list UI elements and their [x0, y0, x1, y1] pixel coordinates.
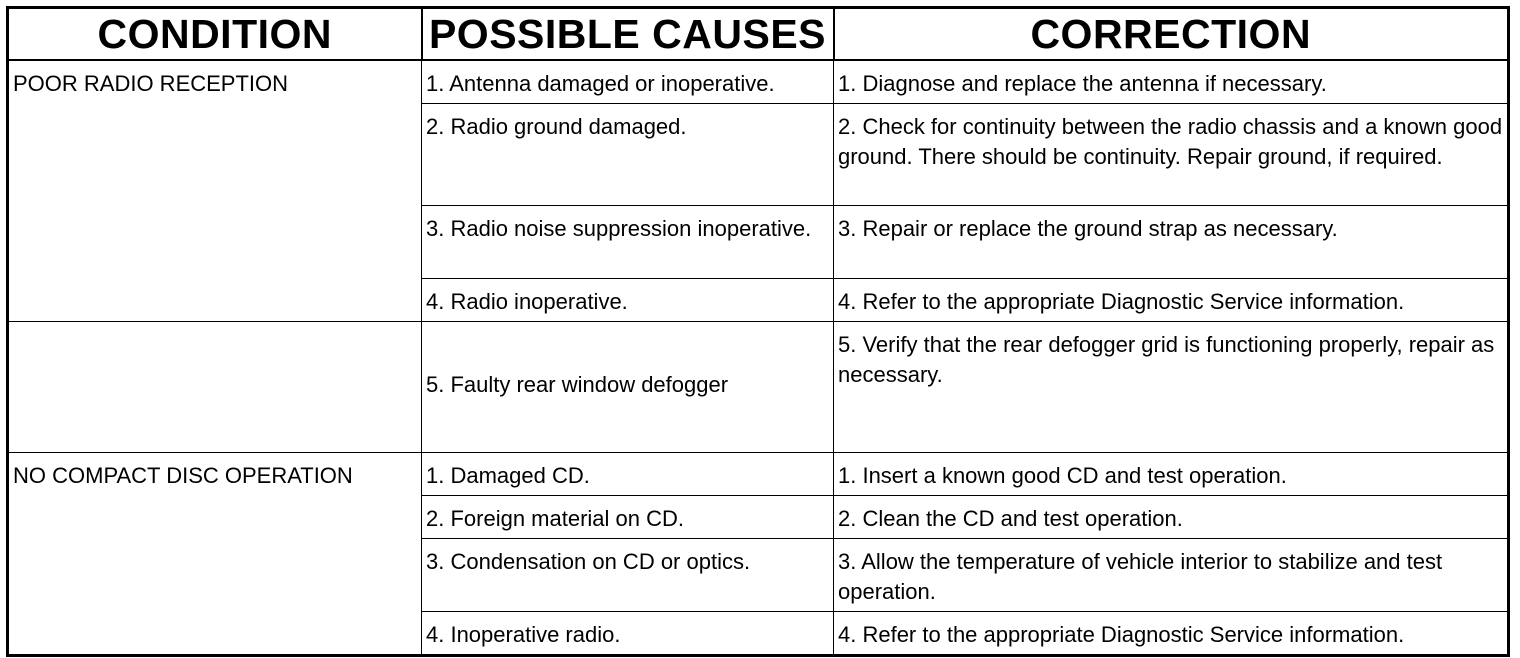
header-condition: CONDITION [8, 8, 422, 61]
cause-cell: 4. Inoperative radio. [422, 612, 834, 656]
correction-cell: 3. Allow the temperature of vehicle interior to stabilize and test operation. [834, 539, 1509, 612]
table-row [8, 453, 1509, 496]
correction-cell: 3. Repair or replace the ground strap as necessary. [834, 206, 1509, 279]
correction-cell: 2. Clean the CD and test operation. [834, 496, 1509, 539]
correction-cell: 5. Verify that the rear defogger grid is functioning properly, repair as necessary. [834, 322, 1509, 453]
correction-cell: 1. Diagnose and replace the antenna if necessary. [834, 60, 1509, 104]
cause-cell: 1. Damaged CD. [422, 453, 834, 496]
cause-cell: 4. Radio inoperative. [422, 279, 834, 322]
cause-cell: 2. Foreign material on CD. [422, 496, 834, 539]
condition-empty-cell [8, 322, 422, 453]
correction-cell: 4. Refer to the appropriate Diagnostic Service information. [834, 612, 1509, 656]
condition-no-compact-disc-operation: NO COMPACT DISC OPERATION [8, 453, 422, 656]
cause-cell: 2. Radio ground damaged. [422, 104, 834, 206]
header-correction: CORRECTION [834, 8, 1509, 61]
cause-cell: 1. Antenna damaged or inoperative. [422, 60, 834, 104]
table-header [8, 8, 1509, 61]
table-row [8, 60, 1509, 104]
header-row [8, 8, 1509, 61]
table-body [8, 60, 1509, 656]
table-row [8, 322, 1509, 453]
condition-poor-radio-reception: POOR RADIO RECEPTION [8, 60, 422, 322]
cause-cell: 3. Condensation on CD or optics. [422, 539, 834, 612]
correction-cell: 2. Check for continuity between the radio chassis and a known good ground. There should be continuity. Repair ground, if required. [834, 104, 1509, 206]
correction-cell: 1. Insert a known good CD and test operation. [834, 453, 1509, 496]
diagnosis-table [6, 6, 1510, 657]
cause-cell: 5. Faulty rear window defogger [422, 322, 834, 453]
header-possible-causes: POSSIBLE CAUSES [422, 8, 834, 61]
correction-cell: 4. Refer to the appropriate Diagnostic Service information. [834, 279, 1509, 322]
cause-cell: 3. Radio noise suppression inoperative. [422, 206, 834, 279]
